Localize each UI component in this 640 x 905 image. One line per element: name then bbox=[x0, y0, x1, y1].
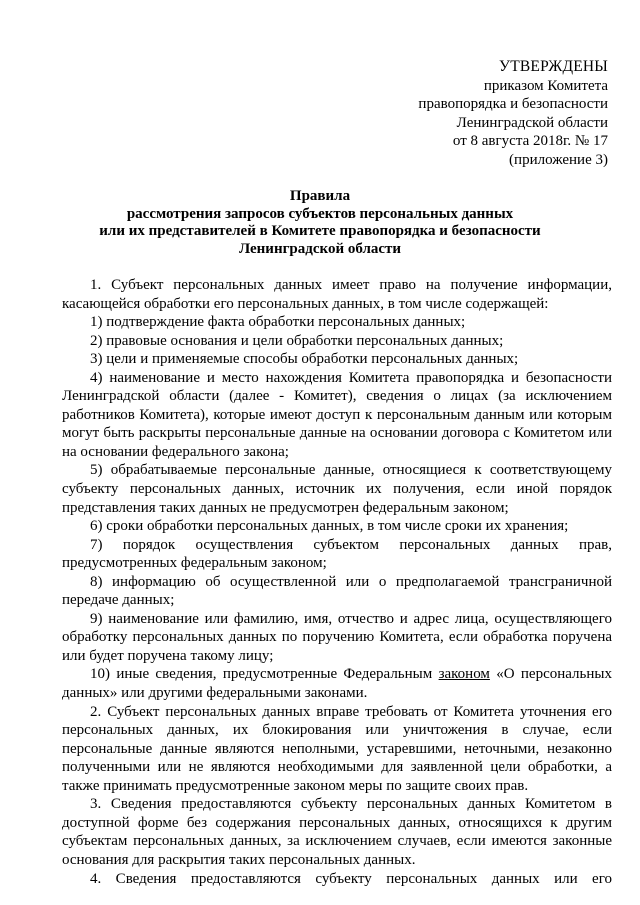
title-line: Правила bbox=[289, 188, 351, 204]
paragraph-4: 4. Сведения предоставляются субъекту персональных данных или его bbox=[90, 870, 612, 887]
approval-line: правопорядка и безопасности bbox=[418, 96, 608, 113]
list-item-10 bbox=[62, 665, 612, 702]
list-item-2: 2) правовые основания и цели обработки персональных данных; bbox=[90, 332, 504, 349]
list-item-5: 5) обрабатываемые персональные данные, относящиеся к соответствующему субъекту персональных данных, источник их получения, если иной порядок представления таких данных не предусмотрен федеральным законом; bbox=[62, 462, 612, 516]
list-item-4: 4) наименование и место нахождения Комитета правопорядка и безопасности Ленинградской области (далее - Комитет), сведения о лицах (за исключением работников Комитета), которые имеют доступ к персональным данным или которым могут быть раскрыты персональные данные на основании договора с Комитетом или на основании федерального закона; bbox=[62, 369, 612, 460]
title-line: рассмотрения запросов субъектов персональных данных bbox=[126, 205, 514, 222]
approval-line: Ленинградской области bbox=[456, 114, 608, 131]
approval-stamp bbox=[418, 58, 608, 170]
paragraph-1: 1. Субъект персональных данных имеет право на получение информации, касающейся обработки его персональных данных, в том числе содержащей: bbox=[62, 277, 612, 312]
approval-appendix-line: (приложение 3) bbox=[509, 151, 608, 168]
title-line: или их представителей в Комитете правопорядка и безопасности bbox=[99, 223, 541, 240]
list-item-10-text-end: «О персональных данных» или другими федеральными законами. bbox=[62, 666, 612, 702]
list-item-3: 3) цели и применяемые способы обработки персональных данных; bbox=[90, 351, 519, 368]
document-body bbox=[62, 276, 612, 888]
approval-date-line: от 8 августа 2018г. № 17 bbox=[452, 133, 608, 150]
paragraph-2: 2. Субъект персональных данных вправе требовать от Комитета уточнения его персональных данных, их блокирования или уничтожения в случае, если персональные данные являются неполными, устаревшими, неточными, незаконно полученными или не являются необходимыми для заявленной цели обработки, а также принимать предусмотренные законом меры по защите своих прав. bbox=[62, 703, 612, 794]
title-line: Ленинградской области bbox=[238, 241, 402, 258]
approval-heading: УТВЕРЖДЕНЫ bbox=[499, 58, 608, 75]
list-item-9: 9) наименование или фамилию, имя, отчество и адрес лица, осуществляющего обработку персональных данных по поручению Комитета, если обработка поручена или будет поручена такому лицу; bbox=[62, 610, 612, 664]
document-title bbox=[62, 188, 578, 259]
approval-line: приказом Комитета bbox=[483, 77, 608, 94]
paragraph-3: 3. Сведения предоставляются субъекту персональных данных Комитетом в доступной форме без содержания персональных данных, относящихся к другим субъектам персональных данных, за исключением случаев, если имеются законные основания для раскрытия таких персональных данных. bbox=[62, 796, 612, 868]
law-link[interactable]: законом bbox=[438, 666, 490, 683]
list-item-10-text: 10) иные сведения, предусмотренные Федеральным bbox=[90, 666, 439, 683]
list-item-8: 8) информацию об осуществленной или о предполагаемой трансграничной передаче данных; bbox=[62, 573, 612, 609]
list-item-6: 6) сроки обработки персональных данных, в том числе сроки их хранения; bbox=[90, 518, 569, 535]
list-item-1: 1) подтверждение факта обработки персональных данных; bbox=[90, 314, 466, 331]
list-item-7: 7) порядок осуществления субъектом персональных данных прав, предусмотренных федеральным законом; bbox=[62, 536, 612, 572]
